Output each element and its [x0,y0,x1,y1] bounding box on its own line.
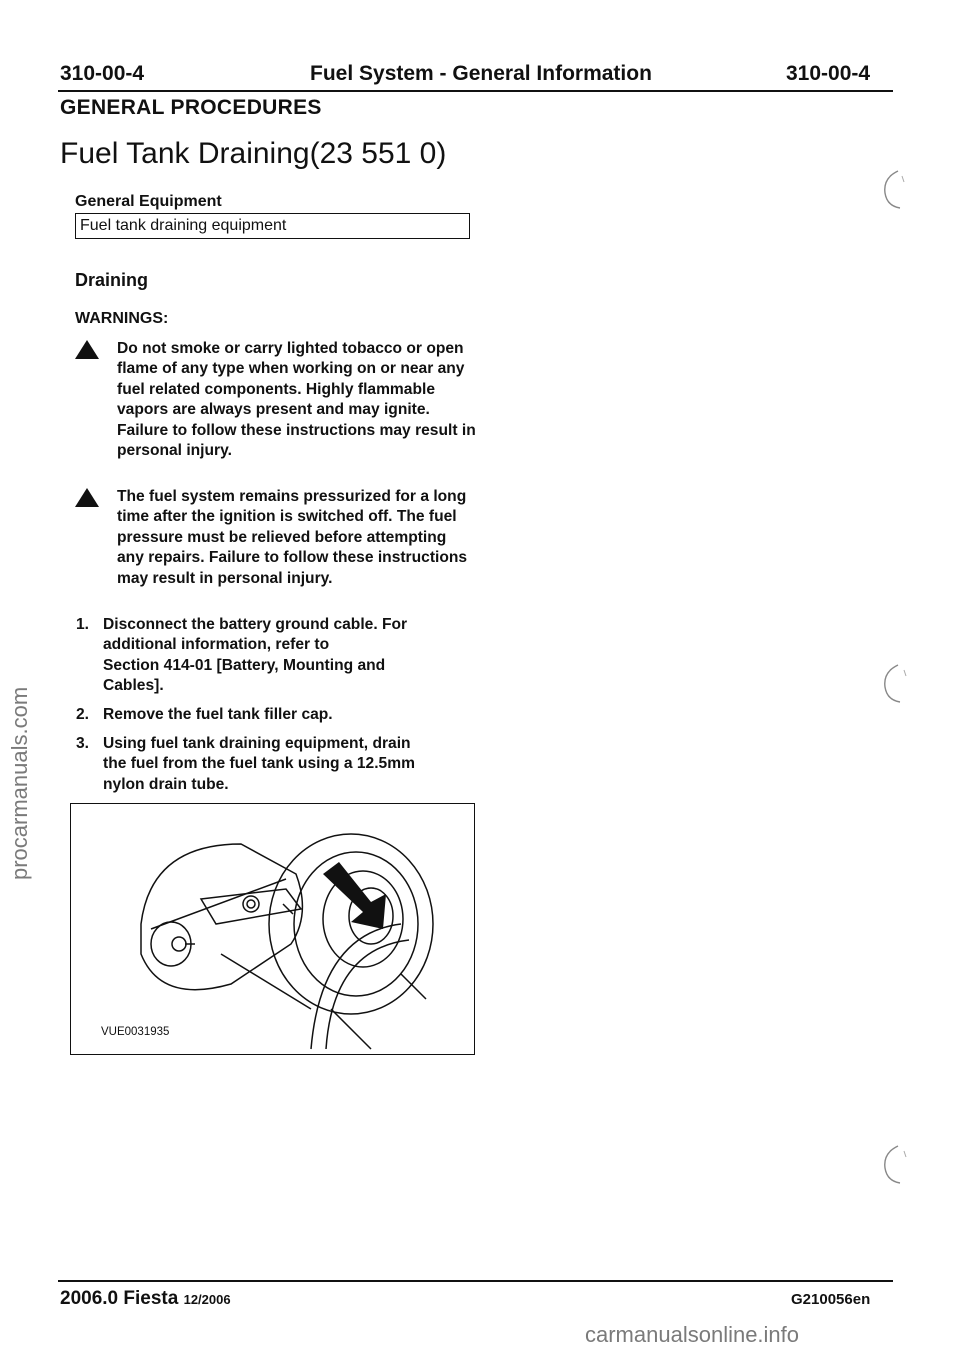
warnings-label: WARNINGS: [75,310,169,327]
step-line: Disconnect the battery ground cable. For [103,616,408,633]
binder-hole-icon [880,168,910,213]
fuel-filler-drawing [71,804,473,1053]
warning-triangle-icon [75,488,99,507]
section-title: GENERAL PROCEDURES [60,96,322,119]
header-section-code-left: 310-00-4 [60,62,145,85]
warning-text: Do not smoke or carry lighted tobacco or open flame of any type when working on or near any fuel related components. Highly flammable vapors are always present and may ignite. Failure to follow these instructions may result in personal injury. [117,340,476,460]
step-line: Using fuel tank draining equipment, drain [103,735,411,752]
footer-doc-code: G210056en [791,1291,871,1308]
draining-heading: Draining [75,270,149,290]
binder-hole-icon [880,662,910,707]
step-line: nylon drain tube. [103,775,229,793]
footer-model-name: 2006.0 Fiesta [60,1288,179,1309]
fuel-filler-illustration [70,803,475,1055]
general-equipment-label: General Equipment [75,193,222,210]
step-line: additional information, refer to [103,636,330,654]
binder-hole-icon [880,1143,910,1188]
step-number: 1. [76,616,90,633]
equipment-item: Fuel tank draining equipment [80,217,287,234]
footer-model [60,1288,231,1310]
step-number: 3. [76,735,90,752]
step-line: Remove the fuel tank filler cap. [103,706,333,723]
header-section-code-right: 310-00-4 [786,62,871,85]
warning-triangle-icon [75,340,99,359]
footer-date: 12/2006 [183,1292,231,1307]
procedure-title: Fuel Tank Draining(23 551 0) [60,137,447,170]
header-rule [58,90,893,92]
step-line: Section 414-01 [Battery, Mounting and [103,656,386,674]
footer-rule [58,1280,893,1282]
step-number: 2. [76,706,90,723]
equipment-table [75,213,470,239]
step-line: the fuel from the fuel tank using a 12.5mm [103,755,415,773]
warning-text: The fuel system remains pressurized for a long time after the ignition is switched off. The fuel pressure must be relieved before attempting any repairs. Failure to follow these instructions may result in personal injury. [117,488,468,587]
step-line: Cables]. [103,677,164,695]
header-title: Fuel System - General Information [310,62,652,85]
bottom-watermark: carmanualsonline.info [585,1322,800,1347]
side-watermark: procarmanuals.com [7,686,32,880]
figure-label: VUE0031935 [101,1026,170,1038]
